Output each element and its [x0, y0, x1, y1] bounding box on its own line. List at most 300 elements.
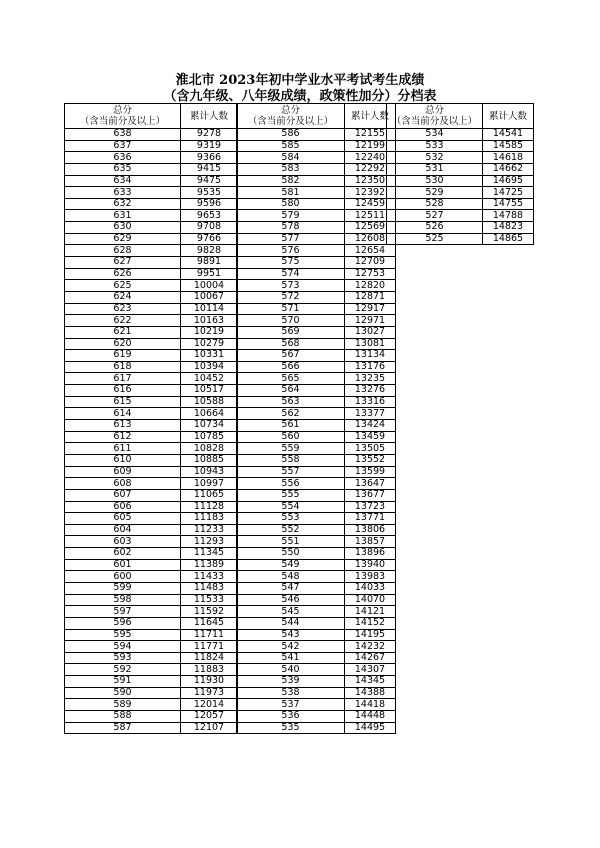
table-row	[387, 233, 534, 245]
table-row	[65, 361, 238, 373]
table-row	[65, 431, 238, 443]
score-cell: 621	[65, 326, 181, 338]
cumulative-count-cell: 11592	[181, 606, 238, 618]
score-cell: 609	[65, 466, 181, 478]
score-cell: 587	[65, 722, 181, 734]
table-row	[237, 198, 396, 210]
score-cell: 527	[387, 210, 483, 222]
score-cell: 595	[65, 629, 181, 641]
score-cell: 626	[65, 268, 181, 280]
cumulative-count-cell: 10394	[181, 361, 238, 373]
cumulative-count-cell: 10517	[181, 385, 238, 397]
cumulative-count-cell: 13647	[345, 478, 396, 490]
cumulative-count-cell: 9891	[181, 257, 238, 269]
cumulative-count-cell: 13316	[345, 396, 396, 408]
score-cell: 620	[65, 338, 181, 350]
table-row	[237, 548, 396, 560]
cumulative-count-cell: 13377	[345, 408, 396, 420]
score-cell: 544	[237, 617, 345, 629]
score-cell: 618	[65, 361, 181, 373]
table-row	[387, 198, 534, 210]
score-cell: 617	[65, 373, 181, 385]
score-cell: 591	[65, 676, 181, 688]
table-row	[65, 129, 238, 141]
table-row	[237, 513, 396, 525]
cumulative-count-cell: 12871	[345, 291, 396, 303]
cumulative-count-cell: 10664	[181, 408, 238, 420]
cumulative-count-cell: 14788	[483, 210, 534, 222]
table-row	[65, 559, 238, 571]
score-cell: 566	[237, 361, 345, 373]
score-cell: 554	[237, 501, 345, 513]
table-row	[237, 175, 396, 187]
table-row	[237, 373, 396, 385]
score-cell: 529	[387, 187, 483, 199]
score-cell: 631	[65, 210, 181, 222]
cumulative-count-cell: 12569	[345, 222, 396, 234]
score-cell: 577	[237, 233, 345, 245]
cumulative-count-cell: 14448	[345, 711, 396, 723]
table-row	[65, 291, 238, 303]
score-cell: 630	[65, 222, 181, 234]
table-row	[65, 338, 238, 350]
table-row	[387, 163, 534, 175]
cumulative-count-cell: 10943	[181, 466, 238, 478]
score-cell: 586	[237, 129, 345, 141]
table-row	[237, 152, 396, 164]
score-cell: 605	[65, 513, 181, 525]
score-cell: 570	[237, 315, 345, 327]
score-cell: 552	[237, 524, 345, 536]
table-row	[237, 326, 396, 338]
score-header-sublabel: （含当前分及以上）	[247, 116, 334, 127]
table-row	[65, 711, 238, 723]
score-cell: 546	[237, 594, 345, 606]
score-cell: 625	[65, 280, 181, 292]
score-header-sublabel: （含当前分及以上）	[391, 116, 478, 127]
cumulative-count-cell: 11345	[181, 548, 238, 560]
cumulative-count-cell: 12654	[345, 245, 396, 257]
score-cell: 589	[65, 699, 181, 711]
table-row	[65, 699, 238, 711]
table-row	[237, 257, 396, 269]
score-cell: 610	[65, 454, 181, 466]
table-row	[237, 489, 396, 501]
table-row	[65, 664, 238, 676]
score-cell: 560	[237, 431, 345, 443]
cumulative-column-header: 累计人数	[181, 104, 238, 129]
table-row	[237, 641, 396, 653]
table-row	[237, 676, 396, 688]
cumulative-count-cell: 10734	[181, 420, 238, 432]
cumulative-count-cell: 11711	[181, 629, 238, 641]
cumulative-count-cell: 13276	[345, 385, 396, 397]
header-row	[387, 104, 534, 129]
score-cell: 549	[237, 559, 345, 571]
cumulative-count-cell: 14345	[345, 676, 396, 688]
score-cell: 533	[387, 140, 483, 152]
score-cell: 607	[65, 489, 181, 501]
cumulative-count-cell: 14725	[483, 187, 534, 199]
score-cell: 525	[387, 233, 483, 245]
table-row	[65, 420, 238, 432]
score-cell: 584	[237, 152, 345, 164]
table-row	[237, 501, 396, 513]
cumulative-count-cell: 10279	[181, 338, 238, 350]
cumulative-count-cell: 11771	[181, 641, 238, 653]
cumulative-count-cell: 14070	[345, 594, 396, 606]
table-row	[387, 222, 534, 234]
cumulative-count-cell: 14033	[345, 582, 396, 594]
table-row	[65, 454, 238, 466]
cumulative-count-cell: 10828	[181, 443, 238, 455]
table-row	[387, 152, 534, 164]
table-row	[237, 571, 396, 583]
cumulative-count-cell: 9415	[181, 163, 238, 175]
table-row	[65, 350, 238, 362]
cumulative-count-cell: 14823	[483, 222, 534, 234]
score-cell: 619	[65, 350, 181, 362]
table-row	[65, 257, 238, 269]
table-row	[237, 431, 396, 443]
table-row	[237, 350, 396, 362]
cumulative-count-cell: 11973	[181, 687, 238, 699]
table-row	[237, 478, 396, 490]
table-row	[65, 548, 238, 560]
score-header-label: 总分	[112, 105, 132, 116]
table-row	[65, 652, 238, 664]
table-row	[237, 582, 396, 594]
score-table-2	[236, 103, 396, 734]
score-cell: 604	[65, 524, 181, 536]
table-row	[237, 163, 396, 175]
cumulative-count-cell: 14121	[345, 606, 396, 618]
table-row	[65, 175, 238, 187]
score-column-header	[237, 104, 345, 129]
score-cell: 600	[65, 571, 181, 583]
cumulative-count-cell: 11533	[181, 594, 238, 606]
score-cell: 567	[237, 350, 345, 362]
table-row	[237, 594, 396, 606]
score-cell: 528	[387, 198, 483, 210]
table-row	[65, 524, 238, 536]
table-row	[237, 222, 396, 234]
cumulative-count-cell: 12820	[345, 280, 396, 292]
score-cell: 593	[65, 652, 181, 664]
cumulative-count-cell: 14388	[345, 687, 396, 699]
score-cell: 588	[65, 711, 181, 723]
score-cell: 526	[387, 222, 483, 234]
score-cell: 540	[237, 664, 345, 676]
table-row	[65, 385, 238, 397]
score-cell: 634	[65, 175, 181, 187]
table-row	[65, 373, 238, 385]
score-cell: 557	[237, 466, 345, 478]
cumulative-count-cell: 11433	[181, 571, 238, 583]
table-row	[237, 140, 396, 152]
table-row	[237, 443, 396, 455]
cumulative-count-cell: 9708	[181, 222, 238, 234]
table-row	[237, 536, 396, 548]
score-cell: 616	[65, 385, 181, 397]
score-cell: 531	[387, 163, 483, 175]
score-cell: 580	[237, 198, 345, 210]
table-row	[237, 245, 396, 257]
table-row	[237, 187, 396, 199]
score-cell: 542	[237, 641, 345, 653]
table-row	[237, 338, 396, 350]
cumulative-count-cell: 11645	[181, 617, 238, 629]
table-row	[237, 617, 396, 629]
table-row	[237, 466, 396, 478]
table-row	[65, 687, 238, 699]
cumulative-count-cell: 13771	[345, 513, 396, 525]
cumulative-count-cell: 12107	[181, 722, 238, 734]
table-row	[65, 676, 238, 688]
cumulative-count-cell: 10452	[181, 373, 238, 385]
score-cell: 624	[65, 291, 181, 303]
header-row	[65, 104, 238, 129]
cumulative-count-cell: 9951	[181, 268, 238, 280]
cumulative-count-cell: 10163	[181, 315, 238, 327]
cumulative-count-cell: 12199	[345, 140, 396, 152]
score-cell: 547	[237, 582, 345, 594]
cumulative-count-cell: 12392	[345, 187, 396, 199]
cumulative-count-cell: 12971	[345, 315, 396, 327]
score-cell: 568	[237, 338, 345, 350]
table-row	[237, 210, 396, 222]
score-cell: 632	[65, 198, 181, 210]
score-cell: 555	[237, 489, 345, 501]
score-cell: 636	[65, 152, 181, 164]
cumulative-count-cell: 10785	[181, 431, 238, 443]
score-cell: 585	[237, 140, 345, 152]
score-column-header	[65, 104, 181, 129]
cumulative-count-cell: 9319	[181, 140, 238, 152]
cumulative-count-cell: 12014	[181, 699, 238, 711]
score-header-label: 总分	[280, 105, 300, 116]
score-cell: 561	[237, 420, 345, 432]
table-row	[65, 582, 238, 594]
table-row	[237, 699, 396, 711]
score-cell: 608	[65, 478, 181, 490]
score-cell: 558	[237, 454, 345, 466]
table-row	[237, 629, 396, 641]
score-cell: 602	[65, 548, 181, 560]
table-row	[65, 187, 238, 199]
cumulative-count-cell: 14755	[483, 198, 534, 210]
score-cell: 599	[65, 582, 181, 594]
cumulative-column-header: 累计人数	[483, 104, 534, 129]
table-row	[237, 722, 396, 734]
score-cell: 606	[65, 501, 181, 513]
score-table-1	[64, 103, 238, 734]
score-cell: 578	[237, 222, 345, 234]
cumulative-count-cell: 9475	[181, 175, 238, 187]
score-column-header	[387, 104, 483, 129]
table-row	[65, 140, 238, 152]
score-cell: 603	[65, 536, 181, 548]
score-cell: 583	[237, 163, 345, 175]
cumulative-count-cell: 13134	[345, 350, 396, 362]
score-cell: 572	[237, 291, 345, 303]
table-row	[237, 129, 396, 141]
score-header-sublabel: （含当前分及以上）	[79, 116, 166, 127]
table-row	[237, 652, 396, 664]
cumulative-count-cell: 11483	[181, 582, 238, 594]
cumulative-count-cell: 13896	[345, 548, 396, 560]
header-row	[237, 104, 396, 129]
cumulative-count-cell: 13459	[345, 431, 396, 443]
cumulative-count-cell: 14195	[345, 629, 396, 641]
document-subtitle: （含九年级、八年级成绩，政策性加分）分档表	[163, 89, 437, 104]
score-cell: 612	[65, 431, 181, 443]
score-cell: 543	[237, 629, 345, 641]
score-cell: 571	[237, 303, 345, 315]
table-row	[65, 198, 238, 210]
table-row	[237, 303, 396, 315]
score-cell: 582	[237, 175, 345, 187]
cumulative-count-cell: 11824	[181, 652, 238, 664]
cumulative-count-cell: 13027	[345, 326, 396, 338]
table-row	[65, 478, 238, 490]
table-row	[387, 140, 534, 152]
table-row	[65, 268, 238, 280]
table-row	[237, 315, 396, 327]
score-cell: 635	[65, 163, 181, 175]
table-row	[65, 536, 238, 548]
table-row	[65, 326, 238, 338]
score-cell: 615	[65, 396, 181, 408]
score-cell: 592	[65, 664, 181, 676]
table-row	[237, 454, 396, 466]
cumulative-count-cell: 11883	[181, 664, 238, 676]
table-row	[237, 385, 396, 397]
cumulative-count-cell: 14495	[345, 722, 396, 734]
score-cell: 638	[65, 129, 181, 141]
score-cell: 594	[65, 641, 181, 653]
score-cell: 562	[237, 408, 345, 420]
score-cell: 597	[65, 606, 181, 618]
cumulative-count-cell: 14307	[345, 664, 396, 676]
cumulative-count-cell: 13723	[345, 501, 396, 513]
cumulative-count-cell: 12608	[345, 233, 396, 245]
table-row	[65, 466, 238, 478]
score-cell: 574	[237, 268, 345, 280]
table-row	[237, 559, 396, 571]
score-cell: 598	[65, 594, 181, 606]
cumulative-count-cell: 9535	[181, 187, 238, 199]
score-cell: 563	[237, 396, 345, 408]
table-row	[65, 163, 238, 175]
table-row	[65, 408, 238, 420]
score-cell: 539	[237, 676, 345, 688]
cumulative-count-cell: 12292	[345, 163, 396, 175]
score-cell: 559	[237, 443, 345, 455]
score-cell: 576	[237, 245, 345, 257]
score-cell: 551	[237, 536, 345, 548]
cumulative-count-cell: 9653	[181, 210, 238, 222]
score-cell: 532	[387, 152, 483, 164]
table-row	[65, 629, 238, 641]
cumulative-count-cell: 11183	[181, 513, 238, 525]
cumulative-count-cell: 10885	[181, 454, 238, 466]
cumulative-count-cell: 11389	[181, 559, 238, 571]
score-cell: 553	[237, 513, 345, 525]
cumulative-count-cell: 9278	[181, 129, 238, 141]
score-table-3	[386, 103, 534, 245]
cumulative-count-cell: 11930	[181, 676, 238, 688]
score-cell: 534	[387, 129, 483, 141]
cumulative-count-cell: 13505	[345, 443, 396, 455]
cumulative-count-cell: 13235	[345, 373, 396, 385]
table-row	[237, 664, 396, 676]
table-row	[237, 524, 396, 536]
cumulative-count-cell: 14662	[483, 163, 534, 175]
score-cell: 530	[387, 175, 483, 187]
cumulative-count-cell: 12350	[345, 175, 396, 187]
cumulative-count-cell: 12057	[181, 711, 238, 723]
table-row	[237, 687, 396, 699]
table-row	[387, 210, 534, 222]
score-cell: 536	[237, 711, 345, 723]
score-cell: 581	[237, 187, 345, 199]
table-row	[387, 175, 534, 187]
table-row	[237, 420, 396, 432]
table-row	[237, 408, 396, 420]
table-row	[65, 280, 238, 292]
score-cell: 596	[65, 617, 181, 629]
score-cell: 575	[237, 257, 345, 269]
score-cell: 537	[237, 699, 345, 711]
table-row	[237, 606, 396, 618]
score-header-label: 总分	[424, 105, 444, 116]
cumulative-count-cell: 10588	[181, 396, 238, 408]
table-row	[237, 361, 396, 373]
table-row	[65, 513, 238, 525]
table-row	[65, 594, 238, 606]
score-cell: 633	[65, 187, 181, 199]
cumulative-count-cell: 14865	[483, 233, 534, 245]
table-row	[65, 152, 238, 164]
table-row	[65, 222, 238, 234]
cumulative-count-cell: 14695	[483, 175, 534, 187]
cumulative-count-cell: 13552	[345, 454, 396, 466]
table-row	[65, 315, 238, 327]
cumulative-column-header: 累计人数	[345, 104, 396, 129]
cumulative-count-cell: 10219	[181, 326, 238, 338]
cumulative-count-cell: 14152	[345, 617, 396, 629]
cumulative-count-cell: 14267	[345, 652, 396, 664]
table-row	[65, 571, 238, 583]
cumulative-count-cell: 12459	[345, 198, 396, 210]
score-cell: 535	[237, 722, 345, 734]
score-cell: 550	[237, 548, 345, 560]
score-cell: 613	[65, 420, 181, 432]
score-cell: 538	[237, 687, 345, 699]
cumulative-count-cell: 12155	[345, 129, 396, 141]
table-row	[65, 303, 238, 315]
score-cell: 569	[237, 326, 345, 338]
cumulative-count-cell: 12240	[345, 152, 396, 164]
score-cell: 565	[237, 373, 345, 385]
table-row	[65, 501, 238, 513]
score-cell: 590	[65, 687, 181, 699]
table-row	[237, 711, 396, 723]
cumulative-count-cell: 10114	[181, 303, 238, 315]
score-cell: 611	[65, 443, 181, 455]
table-row	[237, 280, 396, 292]
